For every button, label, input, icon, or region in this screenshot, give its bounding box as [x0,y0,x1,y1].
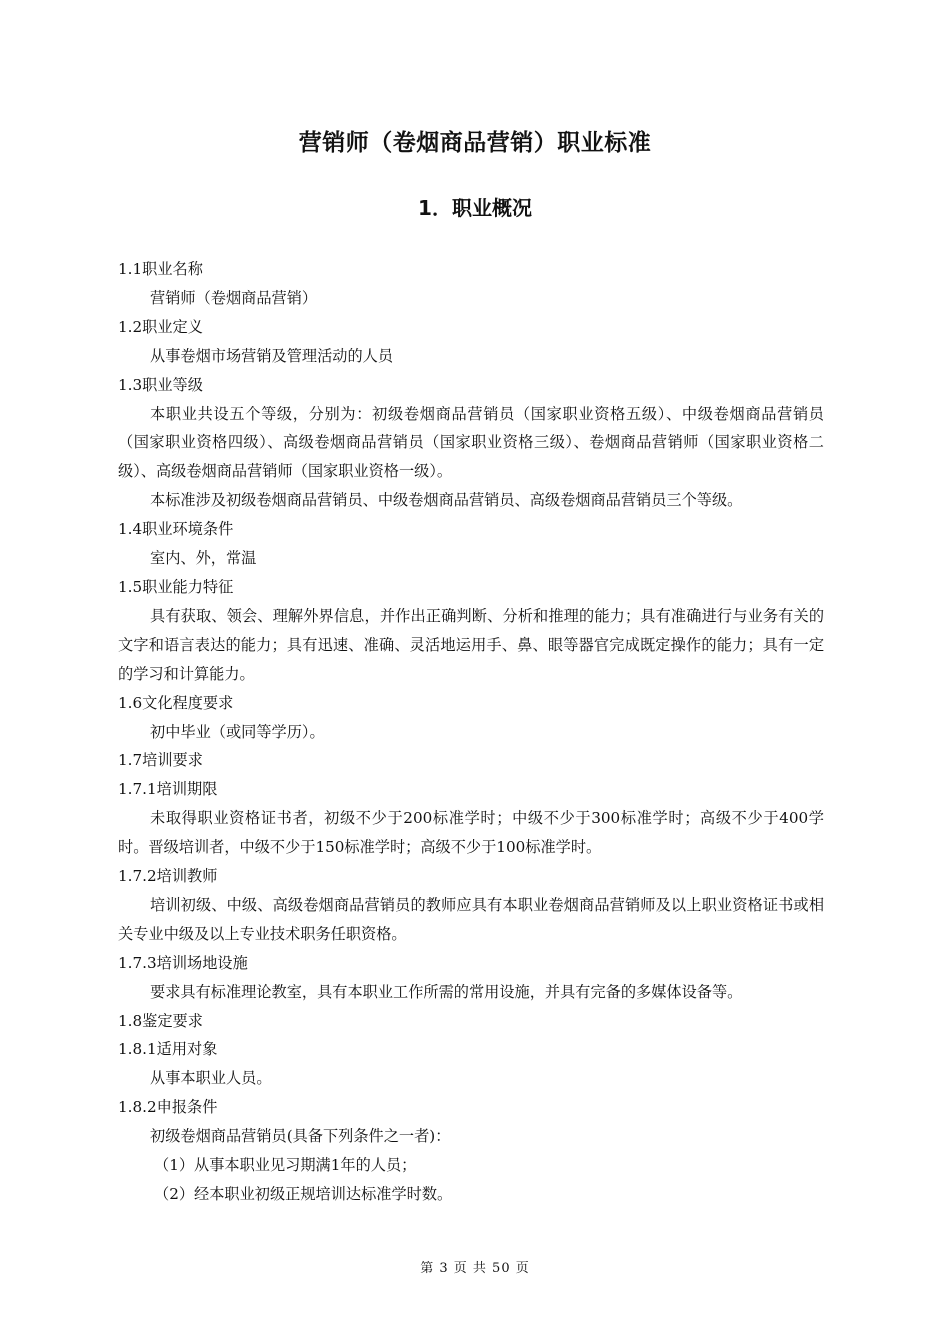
paragraph: 本职业共设五个等级，分别为：初级卷烟商品营销员（国家职业资格五级）、中级卷烟商品营销员（国家职业资格四级）、高级卷烟商品营销员（国家职业资格三级）、卷烟商品营销师（国家职业资格二级）、高级卷烟商品营销师（国家职业资格一级）。 [118,404,824,481]
section-heading: 1.3职业等级 [118,375,203,394]
section-heading: 1.1职业名称 [118,260,203,278]
section-heading: 1.7培训要求 [118,751,203,770]
section-heading: 1.4职业环境条件 [118,520,234,539]
section-heading: 1.7.2培训教师 [118,867,218,886]
section-heading: 1.5职业能力特征 [118,577,234,596]
paragraph: 从事本职业人员。 [150,1069,272,1088]
paragraph: 初级卷烟商品营销员(具备下列条件之一者)： [150,1127,451,1146]
page-footer: 第 3 页 共 50 页 [420,1261,530,1276]
paragraph: 要求具有标准理论教室，具有本职业工作所需的常用设施，并具有完备的多媒体设备等。 [150,982,743,1001]
document-title: 营销师（卷烟商品营销）职业标准 [298,130,652,156]
paragraph: 从事卷烟市场营销及管理活动的人员 [150,346,393,365]
list-item: （2）经本职业初级正规培训达标准学时数。 [154,1185,453,1203]
paragraph: 初中毕业（或同等学历）。 [150,722,325,741]
paragraph: 本标准涉及初级卷烟商品营销员、中级卷烟商品营销员、高级卷烟商品营销员三个等级。 [150,491,743,510]
paragraph: 培训初级、中级、高级卷烟商品营销员的教师应具有本职业卷烟商品营销师及以上职业资格证书或相关专业中级及以上专业技术职务任职资格。 [118,895,824,943]
section-heading: 1.8.1适用对象 [118,1040,218,1059]
paragraph: 营销师（卷烟商品营销） [150,288,318,307]
chapter-title: 1．职业概况 [418,196,532,220]
section-heading: 1.7.1培训期限 [118,780,218,799]
section-heading: 1.2职业定义 [118,317,203,336]
section-heading: 1.7.3培训场地设施 [118,953,248,972]
paragraph: 室内、外，常温 [150,549,257,568]
paragraph: 未取得职业资格证书者，初级不少于200标准学时；中级不少于300标准学时；高级不少于400学时。晋级培训者，中级不少于150标准学时；高级不少于100标准学时。 [118,809,824,857]
section-heading: 1.8.2申报条件 [118,1098,218,1117]
document-body [118,255,824,1209]
section-heading: 1.8鉴定要求 [118,1011,203,1030]
paragraph: 具有获取、领会、理解外界信息，并作出正确判断、分析和推理的能力；具有准确进行与业务有关的文字和语言表达的能力；具有迅速、准确、灵活地运用手、鼻、眼等器官完成既定操作的能力；具有一定的学习和计算能力。 [118,606,824,683]
section-heading: 1.6文化程度要求 [118,693,234,712]
list-item: （1）从事本职业见习期满1年的人员； [154,1156,417,1175]
